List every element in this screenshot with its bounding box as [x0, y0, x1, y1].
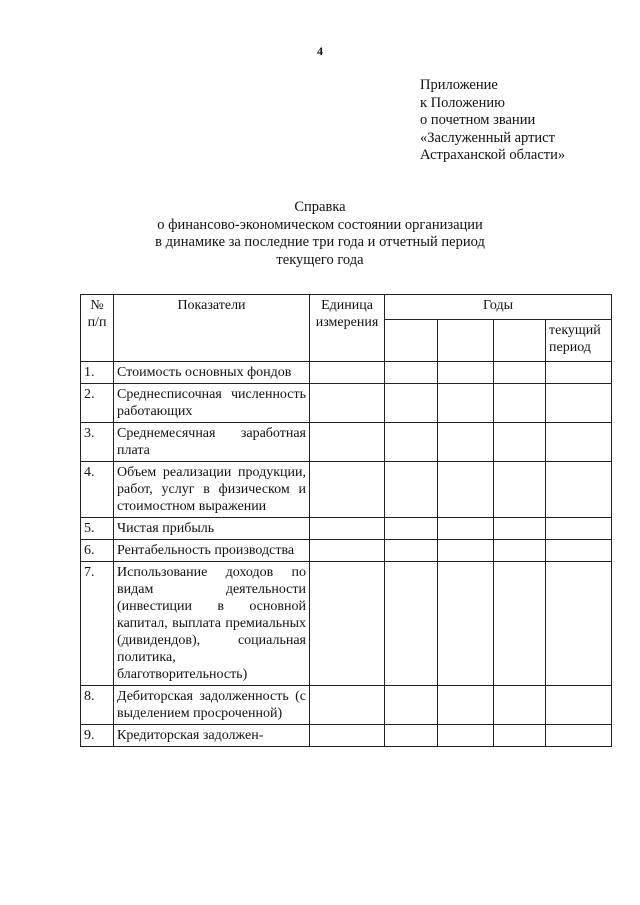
row-year-cell — [438, 362, 494, 384]
row-year-cell — [385, 462, 438, 518]
row-year-cell — [546, 540, 612, 562]
row-year-cell — [494, 518, 546, 540]
header-year-column — [385, 320, 438, 362]
row-number: 2. — [81, 384, 114, 423]
row-year-cell — [546, 462, 612, 518]
row-unit-cell — [310, 686, 385, 725]
row-year-cell — [546, 384, 612, 423]
certificate-title-line: текущего года — [276, 251, 364, 268]
row-number: 4. — [81, 462, 114, 518]
row-year-cell — [385, 540, 438, 562]
appendix-line: Приложение — [420, 77, 498, 93]
appendix-line: к Положению — [420, 94, 505, 111]
row-year-cell — [494, 423, 546, 462]
certificate-title-line: о финансово-экономическом состоянии организации — [157, 216, 483, 233]
row-number: 9. — [81, 725, 114, 747]
table-row — [81, 725, 612, 747]
table-row — [81, 423, 612, 462]
table-row — [81, 540, 612, 562]
row-indicator: Среднесписочная численность работающих — [114, 384, 310, 423]
header-unit: Единица измерения — [310, 295, 385, 362]
row-unit-cell — [310, 518, 385, 540]
row-year-cell — [385, 686, 438, 725]
row-indicator: Среднемесячная заработная плата — [114, 423, 310, 462]
row-number: 8. — [81, 686, 114, 725]
row-number: 6. — [81, 540, 114, 562]
row-year-cell — [438, 562, 494, 686]
row-unit-cell — [310, 562, 385, 686]
table-row — [81, 384, 612, 423]
row-unit-cell — [310, 362, 385, 384]
row-indicator: Кредиторская задолжен- — [114, 725, 310, 747]
row-indicator: Чистая прибыль — [114, 518, 310, 540]
certificate-title — [0, 199, 640, 269]
header-years: Годы — [385, 295, 612, 320]
row-indicator: Объем реализации продукции, работ, услуг в физическом и стоимостном выражении — [114, 462, 310, 518]
row-indicator: Дебиторская задолженность (с выделением просроченной) — [114, 686, 310, 725]
row-year-cell — [494, 462, 546, 518]
row-year-cell — [438, 725, 494, 747]
row-year-cell — [494, 540, 546, 562]
row-year-cell — [494, 686, 546, 725]
row-indicator: Рентабельность производства — [114, 540, 310, 562]
page-number: 4 — [317, 44, 323, 58]
table-row — [81, 562, 612, 686]
row-year-cell — [494, 725, 546, 747]
row-year-cell — [385, 362, 438, 384]
row-number: 5. — [81, 518, 114, 540]
row-year-cell — [385, 518, 438, 540]
appendix-line: Астраханской области» — [420, 147, 566, 163]
row-indicator: Стоимость основных фондов — [114, 362, 310, 384]
row-unit-cell — [310, 423, 385, 462]
appendix-line: «Заслуженный артист — [420, 129, 555, 146]
row-year-cell — [385, 725, 438, 747]
header-current-period: текущий период — [546, 320, 612, 362]
row-number: 1. — [81, 362, 114, 384]
row-indicator: Использование доходов по видам деятельности (инвестиции в основной капитал, выплата премиальных (дивидендов), социальная политика, благотворительность) — [114, 562, 310, 686]
row-unit-cell — [310, 462, 385, 518]
row-year-cell — [494, 562, 546, 686]
row-year-cell — [438, 462, 494, 518]
row-year-cell — [385, 384, 438, 423]
row-year-cell — [494, 362, 546, 384]
row-year-cell — [438, 423, 494, 462]
row-year-cell — [546, 423, 612, 462]
row-year-cell — [546, 686, 612, 725]
table-row — [81, 518, 612, 540]
row-year-cell — [546, 362, 612, 384]
row-year-cell — [438, 540, 494, 562]
row-number: 7. — [81, 562, 114, 686]
appendix-line: о почетном звании — [420, 112, 536, 128]
certificate-title-line: в динамике за последние три года и отчетный период — [155, 234, 485, 250]
row-year-cell — [385, 423, 438, 462]
row-year-cell — [385, 562, 438, 686]
certificate-title-line: Справка — [294, 199, 346, 215]
header-indicator: Показатели — [114, 295, 310, 362]
row-year-cell — [546, 518, 612, 540]
row-year-cell — [438, 686, 494, 725]
row-year-cell — [546, 725, 612, 747]
table-row — [81, 462, 612, 518]
header-year-column — [494, 320, 546, 362]
row-year-cell — [438, 518, 494, 540]
row-unit-cell — [310, 725, 385, 747]
header-number: № п/п — [81, 295, 114, 362]
table-row — [81, 362, 612, 384]
row-year-cell — [494, 384, 546, 423]
header-year-column — [438, 320, 494, 362]
row-number: 3. — [81, 423, 114, 462]
row-unit-cell — [310, 540, 385, 562]
row-year-cell — [546, 562, 612, 686]
row-year-cell — [438, 384, 494, 423]
row-unit-cell — [310, 384, 385, 423]
appendix-note — [420, 77, 565, 165]
financial-report-table — [80, 294, 612, 747]
table-row — [81, 686, 612, 725]
